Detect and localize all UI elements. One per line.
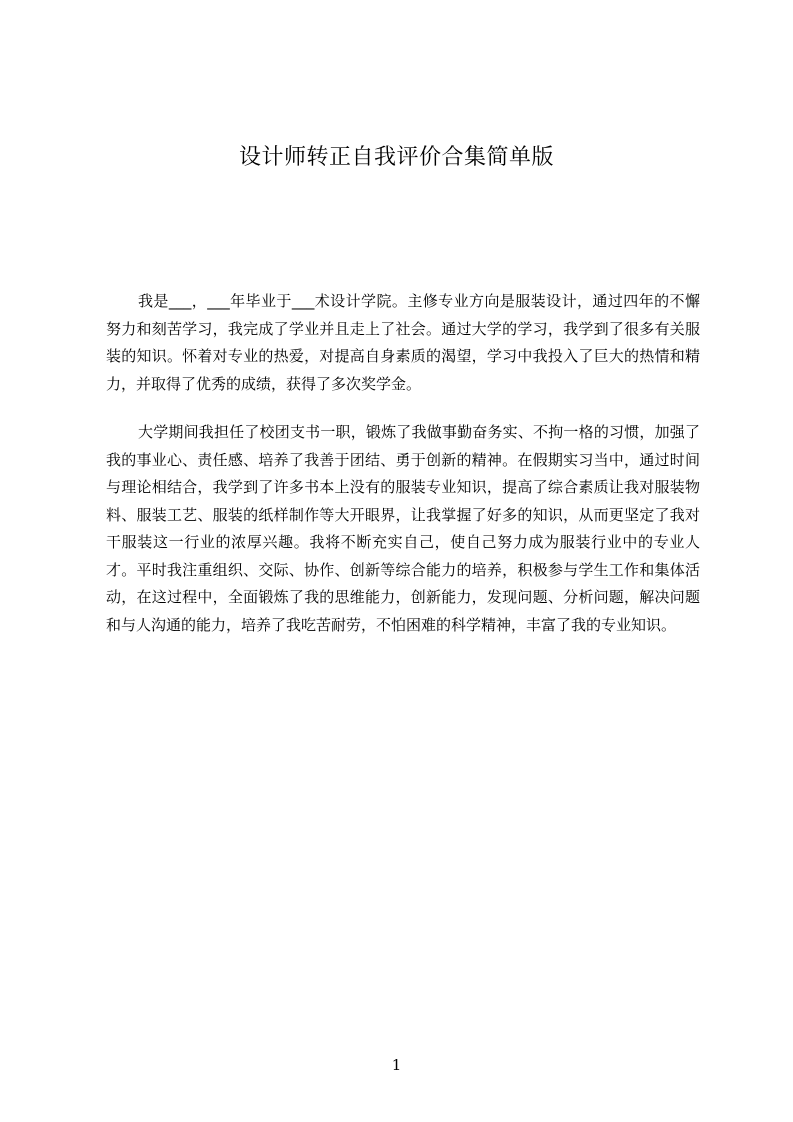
page-number: 1 — [391, 1056, 402, 1074]
body-paragraph-2: 大学期间我担任了校团支书一职，锻炼了我做事勤奋务实、不拘一格的习惯，加强了我的事业心、责任感、培养了我善于团结、勇于创新的精神。在假期实习当中，通过时间与理论相结合，我学到了许多书本上没有的服装专业知识，提高了综合素质让我对服装物料、服装工艺、服装的纸样制作等大开眼界，让我掌握了好多的知识，从而更坚定了我对干服装这一行业的浓厚兴趣。我将不断充实自己，使自己努力成为服装行业中的专业人才。平时我注重组织、交际、协作、创新等综合能力的培养，积极参与学生工作和集体活动，在这过程中，全面锻炼了我的思维能力，创新能力，发现问题、分析问题，解决问题和与人沟通的能力，培养了我吃苦耐劳，不怕困难的科学精神，丰富了我的专业知识。 — [106, 423, 700, 634]
body-paragraph-1: 我是___，___年毕业于___术设计学院。主修专业方向是服装设计，通过四年的不懈努力和刻苦学习，我完成了学业并且走上了社会。通过大学的学习，我学到了很多有关服装的知识。怀着对专业的热爱，对提高自身素质的渴望，学习中我投入了巨大的热情和精力，并取得了优秀的成绩，获得了多次奖学金。 — [106, 292, 700, 393]
document-title: 设计师转正自我评价合集简单版 — [238, 145, 554, 170]
